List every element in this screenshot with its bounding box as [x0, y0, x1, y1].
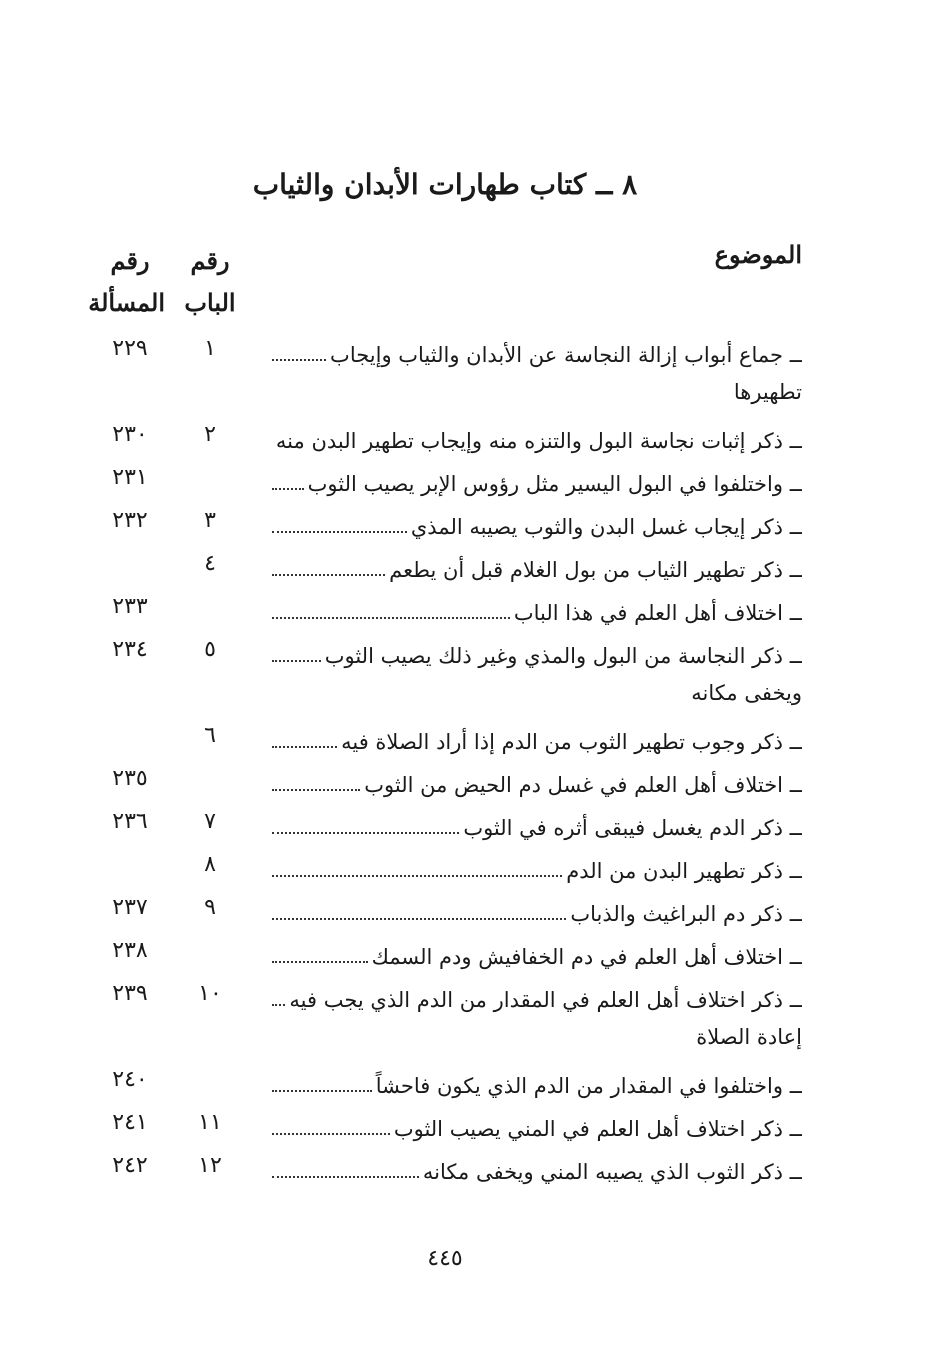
toc-row [0, 848, 947, 886]
toc-bab-number: ٢ [204, 422, 216, 447]
toc-topic-text: ــ ذكر وجوب تطهير الثوب من الدم إذا أراد الصلاة فيه [341, 730, 802, 754]
toc-topic-continuation: ويخفى مكانه [691, 681, 802, 705]
toc-topic [272, 1063, 802, 1101]
dot-leader [272, 531, 407, 533]
page-number: ٤٤٥ [427, 1246, 463, 1271]
toc-row-continuation [0, 1020, 947, 1058]
toc-masala-number: ٢٣٤ [112, 637, 148, 662]
toc-row [0, 1063, 947, 1101]
toc-masala-number: ٢٣٧ [112, 895, 148, 920]
toc-topic-text: ــ ذكر النجاسة من البول والمذي وغير ذلك يصيب الثوب [324, 644, 802, 668]
toc-topic [272, 719, 802, 757]
dot-leader [272, 359, 326, 361]
toc-row [0, 332, 947, 370]
toc-bab-number: ٤ [204, 551, 216, 576]
toc-masala-number: ٢٣٠ [112, 422, 148, 447]
toc-row [0, 547, 947, 585]
toc-topic [272, 1149, 802, 1187]
toc-bab-number: ٥ [204, 637, 216, 662]
toc-topic-text: ــ واختلفوا في المقدار من الدم الذي يكون فاحشاً [375, 1074, 802, 1098]
toc-topic [272, 848, 802, 886]
toc-bab-number: ١١ [198, 1110, 222, 1135]
toc-row-continuation [0, 676, 947, 714]
toc-row [0, 805, 947, 843]
toc-masala-number: ٢٤٢ [112, 1153, 148, 1178]
dot-leader [272, 1133, 390, 1135]
toc-topic [272, 934, 802, 972]
toc-topic [272, 1106, 802, 1144]
toc-topic-text: ــ اختلاف أهل العلم في دم الخفافيش ودم السمك [371, 945, 802, 969]
chapter-title: ٨ ــ كتاب طهارات الأبدان والثياب [252, 168, 638, 201]
dot-leader [272, 746, 337, 748]
dot-leader [272, 789, 360, 791]
toc-row [0, 590, 947, 628]
dot-leader [272, 660, 321, 662]
toc-topic-text: ــ واختلفوا في البول اليسير مثل رؤوس الإبر يصيب الثوب [307, 472, 802, 496]
toc-topic [272, 891, 802, 929]
header-masala-line2: المسألة [88, 288, 165, 317]
header-bab-line2: الباب [184, 288, 236, 317]
toc-topic-continuation: إعادة الصلاة [696, 1025, 802, 1049]
toc-row [0, 633, 947, 671]
toc-topic [272, 418, 802, 456]
toc-bab-number: ٨ [204, 852, 216, 877]
dot-leader [272, 488, 304, 490]
toc-topic [272, 332, 802, 370]
toc-bab-number: ١٠ [198, 981, 222, 1006]
toc-topic [272, 504, 802, 542]
toc-bab-number: ١ [204, 336, 216, 361]
toc-masala-number: ٢٤١ [112, 1110, 148, 1135]
header-bab-line1: رقم [190, 246, 230, 275]
toc-masala-number: ٢٣٥ [112, 766, 148, 791]
toc-masala-number: ٢٢٩ [112, 336, 148, 361]
dot-leader [272, 1004, 285, 1006]
toc-bab-number: ٦ [204, 723, 216, 748]
toc-row-continuation [0, 375, 947, 413]
toc-row [0, 977, 947, 1015]
toc-topic-text: ــ ذكر الدم يغسل فيبقى أثره في الثوب [463, 816, 802, 840]
toc-topic-text: ــ ذكر اختلاف أهل العلم في المقدار من الدم الذي يجب فيه [289, 988, 802, 1012]
toc-masala-number: ٢٣٣ [112, 594, 148, 619]
header-masala-line1: رقم [110, 246, 150, 275]
toc-topic-text: ــ اختلاف أهل العلم في هذا الباب [513, 601, 802, 625]
dot-leader [272, 961, 368, 963]
toc-bab-number: ١٢ [198, 1153, 222, 1178]
toc-masala-number: ٢٣٢ [112, 508, 148, 533]
toc-topic-text: ــ جماع أبواب إزالة النجاسة عن الأبدان والثياب وإيجاب [330, 343, 802, 367]
toc-topic [272, 547, 802, 585]
toc-topic-text: ــ اختلاف أهل العلم في غسل دم الحيض من الثوب [364, 773, 802, 797]
toc-topic [272, 805, 802, 843]
toc-row [0, 1106, 947, 1144]
toc-topic [272, 461, 802, 499]
toc-row [0, 934, 947, 972]
dot-leader [272, 1176, 419, 1178]
toc-topic [272, 977, 802, 1015]
toc-bab-number: ٧ [204, 809, 216, 834]
toc-masala-number: ٢٣٩ [112, 981, 148, 1006]
toc-masala-number: ٢٤٠ [112, 1067, 148, 1092]
toc-row [0, 504, 947, 542]
toc-bab-number: ٩ [204, 895, 216, 920]
toc-topic-continuation: تطهيرها [733, 380, 802, 404]
toc-masala-number: ٢٣٨ [112, 938, 148, 963]
dot-leader [272, 918, 566, 920]
toc-row [0, 891, 947, 929]
dot-leader [272, 1090, 372, 1092]
toc-topic [272, 762, 802, 800]
toc-topic [272, 633, 802, 671]
toc-topic-text: ــ ذكر تطهير البدن من الدم [566, 859, 802, 883]
toc-topic-text: ــ ذكر إثبات نجاسة البول والتنزه منه وإيجاب تطهير البدن منه [275, 429, 802, 453]
header-topic: الموضوع [714, 240, 802, 269]
toc-topic-text: ــ ذكر الثوب الذي يصيبه المني ويخفى مكانه [422, 1160, 802, 1184]
toc-topic-text: ــ ذكر دم البراغيث والذباب [570, 902, 802, 926]
toc-bab-number: ٣ [204, 508, 216, 533]
toc-topic [272, 590, 802, 628]
toc-topic-text: ــ ذكر تطهير الثياب من بول الغلام قبل أن يطعم [389, 558, 802, 582]
toc-row [0, 719, 947, 757]
toc-row [0, 461, 947, 499]
dot-leader [272, 617, 510, 619]
toc-row [0, 418, 947, 456]
dot-leader [272, 832, 459, 834]
toc-masala-number: ٢٣١ [112, 465, 148, 490]
dot-leader [272, 574, 385, 576]
toc-topic-text: ــ ذكر إيجاب غسل البدن والثوب يصيبه المذي [410, 515, 802, 539]
toc-row [0, 1149, 947, 1187]
toc-topic-text: ــ ذكر اختلاف أهل العلم في المني يصيب الثوب [393, 1117, 802, 1141]
dot-leader [272, 875, 562, 877]
toc-masala-number: ٢٣٦ [112, 809, 148, 834]
toc-row [0, 762, 947, 800]
